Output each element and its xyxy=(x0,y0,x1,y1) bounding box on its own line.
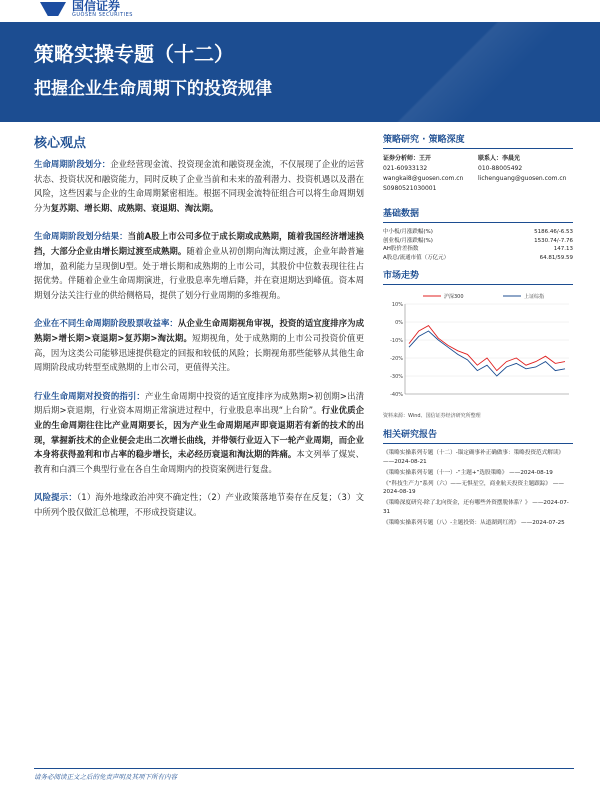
paragraph-text: 企业经营现金流、投资现金流和融资现金流，不仅展现了企业的运营状态、投资状况和融资能力，同时反映了企业当前和未来的盈利潜力、投资机遇以及潜在风险，这些因素与企业的生命周期紧密相连。根据不同现金流特征组合可以将生命周期划分为 xyxy=(34,159,365,213)
paragraph-text: （1）海外地缘政治冲突不确定性；（2）产业政策落地节奏存在反复；（3）文中所列个股仅做汇总梳理，不形成投资建议。 xyxy=(34,492,364,517)
report-item[interactable]: 《策略实操系列专题（十二）-锚定确事补正确做事：策略投资范式解读》 ——2024-08-21 xyxy=(383,450,565,465)
paragraph-heading: 生命周期阶段划分结果： xyxy=(34,231,128,242)
basic-data-key: 创业板/月涨跌幅(%) xyxy=(383,237,433,244)
market-trend-chart xyxy=(383,290,573,410)
contact-email: lichenguang@guosen.com.cn xyxy=(478,175,567,182)
brand-name-en: GUOSEN SECURITIES xyxy=(72,12,133,18)
analyst-phone: 021-60933132 xyxy=(383,165,428,172)
analyst-primary xyxy=(383,154,478,194)
section-title: 核心观点 xyxy=(34,136,87,151)
banner-decoration xyxy=(360,22,600,122)
paragraph-stage-results xyxy=(34,229,364,302)
series-line-1 xyxy=(409,331,565,376)
legend-label: 上证综指 xyxy=(524,294,545,301)
contact-phone: 010-88005492 xyxy=(478,165,523,172)
paragraph-bold: 行业优质企业的生命周期往往比产业周期要长，因为产业生命周期尾声即衰退期若有新的技术的出现，掌握新技术的企业便会走出二次增长曲线，并带领行业迈入下一轮产业周期，而企业本身将获得盈利和市占率的稳步增长，未必经历衰退和淘汰期的阵痛。 xyxy=(34,405,365,460)
y-tick-label: 0% xyxy=(395,320,403,327)
related-reports-title: 相关研究报告 xyxy=(383,427,573,444)
paragraph-bold: 当前A股上市公司多位于成长期或成熟期，随着我国经济增速换挡，大部分企业由增长期过渡至成熟期。 xyxy=(34,231,365,256)
basic-data-row xyxy=(383,254,573,263)
basic-data-value: 5186.46/-6.53 xyxy=(534,229,573,235)
paragraph-heading: 企业在不同生命周期阶段股票收益率： xyxy=(34,318,178,329)
basic-data-value: 64.81/59.59 xyxy=(539,254,573,261)
basic-data-key: AH股价差指数 xyxy=(383,246,419,253)
basic-data-title: 基础数据 xyxy=(383,206,573,223)
trend-chart-svg xyxy=(383,290,573,410)
y-tick-label: -20% xyxy=(390,356,403,363)
paragraph-text: 产业生命周期中投资的适宜度排序为成熟期>初创期>出清期后期>衰退期，行业资本周期正常演进过程中，行业股息率出现“上台阶”。 xyxy=(34,390,365,416)
basic-data-value: 147.13 xyxy=(553,246,573,253)
report-title: 策略实操专题（十二） xyxy=(34,42,234,66)
market-trend-title: 市场走势 xyxy=(383,268,573,285)
analyst-email: wangkai8@guosen.com.cn xyxy=(383,175,464,182)
analyst-cert: S0980521030001 xyxy=(383,185,437,192)
paragraph-text: 随着企业从初创期向淘汰期过渡，企业年龄普遍增加，盈利能力呈现倒U型。处于增长期和成熟期的上市公司，其股价中位数表现往往占据优势。伴随着企业生命周期演进，行业股息率先增后降，并在衰退期达到峰值。资本周期划分法关注行业的供给侧格局，提供了划分行业周期的多维视角。 xyxy=(34,245,365,300)
brand-logo xyxy=(40,0,133,18)
brand-logo-icon xyxy=(40,2,66,16)
sidebar-header: 策略研究 · 策略深度 xyxy=(383,132,573,149)
analyst-info xyxy=(383,154,573,194)
chart-source: 资料来源：Wind、国信证券经济研究所整理 xyxy=(383,413,481,420)
paragraph-heading: 风险提示： xyxy=(34,492,77,503)
basic-data-row xyxy=(383,228,573,237)
paragraph-bold: 从企业生命周期视角审视，投资的适宜度排序为成熟期>增长期>衰退期>复苏期>淘汰期。 xyxy=(34,318,365,343)
y-tick-label: -30% xyxy=(390,374,403,381)
y-tick-label: -40% xyxy=(390,392,403,399)
title-banner xyxy=(0,22,600,122)
report-item[interactable]: 《策略深度研究-除了北向资金，还有哪些外资摆脱体系？》 ——2024-07-31 xyxy=(383,500,569,515)
basic-data-key: A股总/流通市值（万亿元） xyxy=(383,254,450,261)
brand-name-cn: 国信证券 xyxy=(72,0,121,13)
paragraph-text: 短期视角，处于成熟期的上市公司投资价值更高，因为这类公司能够迅速提供稳定的回报和较低的风险；长期视角那些能够从其他生命周期阶段成功转型至成熟期的上市公司，更值得关注。 xyxy=(34,332,364,373)
basic-data-table xyxy=(383,228,573,262)
report-item[interactable]: 《策略实操系列专题（八）-主题投资：从道湖到红湾》 ——2024-07-25 xyxy=(383,519,565,526)
paragraph-lifecycle-stages xyxy=(34,157,364,215)
y-tick-label: -10% xyxy=(390,338,403,345)
basic-data-row xyxy=(383,237,573,246)
paragraph-heading: 行业生命周期对投资的指引： xyxy=(34,390,145,401)
paragraph-risk xyxy=(34,490,364,519)
analyst-name: 证券分析师：王开 xyxy=(383,155,432,162)
legend-label: 沪深300 xyxy=(444,294,464,301)
basic-data-row xyxy=(383,245,573,254)
header-bar xyxy=(0,0,600,22)
report-item[interactable]: 《“科技生产力”系列（六）——无惧星空，商业航天投资主题跟踪》 ——2024-08-19 xyxy=(383,480,564,496)
footer-disclaimer: 请务必阅读正文之后的免责声明及其项下所有内容 xyxy=(34,773,177,781)
paragraph-heading: 生命周期阶段划分： xyxy=(34,159,111,169)
paragraph-stock-returns xyxy=(34,316,364,374)
paragraph-text: 本文列举了煤炭、教育和白酒三个典型行业在各自生命周期内的投资案例进行复盘。 xyxy=(34,449,365,474)
analyst-contact xyxy=(478,154,573,194)
report-subtitle: 把握企业生命周期下的投资规律 xyxy=(34,79,272,99)
related-reports-list xyxy=(383,449,573,527)
main-column xyxy=(34,132,364,533)
footer-divider xyxy=(34,768,574,769)
paragraph-bold: 复苏期、增长期、成熟期、衰退期、淘汰期。 xyxy=(50,202,219,213)
basic-data-value: 1530.74/-7.76 xyxy=(534,237,573,244)
paragraph-industry-guidance xyxy=(34,389,364,477)
sidebar xyxy=(383,132,573,530)
report-item[interactable]: 《策略实操系列专题（十一）-“主题+”选股策略》 ——2024-08-19 xyxy=(383,469,553,476)
basic-data-key: 中小板/月涨跌幅(%) xyxy=(383,229,433,235)
y-tick-label: 10% xyxy=(391,302,403,309)
contact-name: 联系人：李晨光 xyxy=(478,155,521,162)
